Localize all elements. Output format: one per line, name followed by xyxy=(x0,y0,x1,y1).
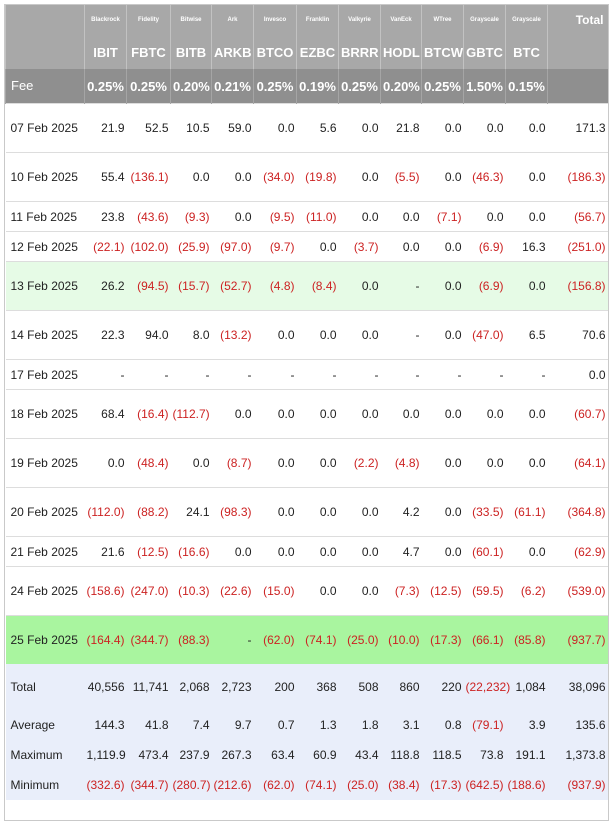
row-date: 18 Feb 2025 xyxy=(6,390,85,439)
flow-value: 55.4 xyxy=(85,153,127,202)
summary-value: 237.9 xyxy=(171,740,212,770)
summary-value: (332.6) xyxy=(85,770,127,800)
flow-value: 0.0 xyxy=(171,153,212,202)
summary-row xyxy=(6,710,608,740)
summary-row xyxy=(6,740,608,770)
flow-value: (15.7) xyxy=(171,262,212,311)
flow-value: (88.2) xyxy=(127,488,171,537)
fee-value: 0.20% xyxy=(381,69,422,104)
issuer-name: Fidelity xyxy=(127,5,171,35)
flow-value: 0.0 xyxy=(339,567,381,616)
flow-row xyxy=(6,488,608,537)
flow-row xyxy=(6,311,608,360)
flow-value: 26.2 xyxy=(85,262,127,311)
etf-flow-table xyxy=(5,5,608,800)
flow-value: (52.7) xyxy=(212,262,254,311)
summary-value: 473.4 xyxy=(127,740,171,770)
flow-value: (66.1) xyxy=(464,616,506,665)
summary-value: 118.8 xyxy=(381,740,422,770)
flow-value: 0.0 xyxy=(339,104,381,153)
flow-value: (9.7) xyxy=(254,232,297,262)
summary-value: 1.8 xyxy=(339,710,381,740)
flow-row xyxy=(6,390,608,439)
summary-total: 135.6 xyxy=(548,710,608,740)
row-total: (251.0) xyxy=(548,232,608,262)
row-date: 13 Feb 2025 xyxy=(6,262,85,311)
flow-value: 0.0 xyxy=(339,537,381,567)
summary-value: 144.3 xyxy=(85,710,127,740)
flow-value: 52.5 xyxy=(127,104,171,153)
flow-value: (9.5) xyxy=(254,202,297,232)
flow-value: 21.9 xyxy=(85,104,127,153)
flow-value: (136.1) xyxy=(127,153,171,202)
flow-value: (48.4) xyxy=(127,439,171,488)
flow-value: 22.3 xyxy=(85,311,127,360)
issuer-name: Grayscale xyxy=(464,5,506,35)
flow-value: (7.1) xyxy=(422,202,464,232)
flow-value: - xyxy=(381,360,422,390)
fee-value: 0.25% xyxy=(339,69,381,104)
issuer-name: WTree xyxy=(422,5,464,35)
flow-value: (112.7) xyxy=(171,390,212,439)
flow-row xyxy=(6,153,608,202)
flow-value: (97.0) xyxy=(212,232,254,262)
flow-value: 0.0 xyxy=(254,488,297,537)
flow-value: (98.3) xyxy=(212,488,254,537)
issuer-name: Valkyrie xyxy=(339,5,381,35)
summary-value: 267.3 xyxy=(212,740,254,770)
flow-value: 0.0 xyxy=(339,390,381,439)
summary-value: 63.4 xyxy=(254,740,297,770)
issuer-name: VanEck xyxy=(381,5,422,35)
row-date: 12 Feb 2025 xyxy=(6,232,85,262)
flow-value: (16.4) xyxy=(127,390,171,439)
summary-label: Maximum xyxy=(6,740,85,770)
flow-value: (11.0) xyxy=(297,202,339,232)
flow-value: (344.7) xyxy=(127,616,171,665)
summary-value: 368 xyxy=(297,664,339,710)
flow-value: 0.0 xyxy=(339,262,381,311)
fee-value: 1.50% xyxy=(464,69,506,104)
summary-value: (17.3) xyxy=(422,770,464,800)
summary-value: 0.7 xyxy=(254,710,297,740)
issuer-name: Bitwise xyxy=(171,5,212,35)
flow-value: - xyxy=(297,360,339,390)
flow-value: 0.0 xyxy=(297,439,339,488)
flow-value: (13.2) xyxy=(212,311,254,360)
summary-value: 191.1 xyxy=(506,740,548,770)
flow-value: 0.0 xyxy=(339,202,381,232)
flow-value: 0.0 xyxy=(297,311,339,360)
flow-value: 0.0 xyxy=(464,439,506,488)
flow-value: - xyxy=(381,311,422,360)
fee-value: 0.25% xyxy=(127,69,171,104)
flow-value: 0.0 xyxy=(297,567,339,616)
flow-value: (25.0) xyxy=(339,616,381,665)
ticker-label: BTCW xyxy=(422,35,464,69)
ticker-label: BRRR xyxy=(339,35,381,69)
flow-value: (33.5) xyxy=(464,488,506,537)
flow-value: (12.5) xyxy=(422,567,464,616)
summary-value: 7.4 xyxy=(171,710,212,740)
flow-value: 21.6 xyxy=(85,537,127,567)
summary-value: (212.6) xyxy=(212,770,254,800)
flow-value: (5.5) xyxy=(381,153,422,202)
flow-row xyxy=(6,537,608,567)
row-total: (186.3) xyxy=(548,153,608,202)
flow-value: - xyxy=(506,360,548,390)
flow-value: (9.3) xyxy=(171,202,212,232)
ticker-label: ARKB xyxy=(212,35,254,69)
summary-value: (79.1) xyxy=(464,710,506,740)
row-total: (62.9) xyxy=(548,537,608,567)
ticker-label: BTCO xyxy=(254,35,297,69)
flow-row xyxy=(6,360,608,390)
flow-value: 8.0 xyxy=(171,311,212,360)
flow-value: (46.3) xyxy=(464,153,506,202)
flow-value: 0.0 xyxy=(381,232,422,262)
flow-value: (85.8) xyxy=(506,616,548,665)
fee-value: 0.25% xyxy=(254,69,297,104)
fee-row xyxy=(6,69,608,104)
flow-value: 0.0 xyxy=(422,439,464,488)
flow-value: 0.0 xyxy=(339,153,381,202)
flow-value: 0.0 xyxy=(506,202,548,232)
total-ticker-cell xyxy=(548,35,608,69)
flow-row xyxy=(6,616,608,665)
summary-value: 9.7 xyxy=(212,710,254,740)
flow-value: 0.0 xyxy=(506,439,548,488)
flow-value: 0.0 xyxy=(297,537,339,567)
summary-value: 11,741 xyxy=(127,664,171,710)
ticker-label: EZBC xyxy=(297,35,339,69)
flow-value: 23.8 xyxy=(85,202,127,232)
flow-value: (94.5) xyxy=(127,262,171,311)
summary-value: (344.7) xyxy=(127,770,171,800)
flow-value: 0.0 xyxy=(254,439,297,488)
flow-value: 0.0 xyxy=(422,390,464,439)
total-header: Total xyxy=(548,5,608,35)
summary-value: 220 xyxy=(422,664,464,710)
row-total: (156.8) xyxy=(548,262,608,311)
flow-value: (17.3) xyxy=(422,616,464,665)
flow-row xyxy=(6,104,608,153)
flow-value: - xyxy=(127,360,171,390)
row-total: (937.7) xyxy=(548,616,608,665)
flow-value: (22.1) xyxy=(85,232,127,262)
flow-value: - xyxy=(85,360,127,390)
summary-value: 1,084 xyxy=(506,664,548,710)
flow-row xyxy=(6,232,608,262)
flow-value: 24.1 xyxy=(171,488,212,537)
flow-value: (158.6) xyxy=(85,567,127,616)
issuer-name: Blackrock xyxy=(85,5,127,35)
flow-value: (43.6) xyxy=(127,202,171,232)
flow-value: 5.6 xyxy=(297,104,339,153)
summary-row xyxy=(6,664,608,710)
fee-value: 0.21% xyxy=(212,69,254,104)
flow-row xyxy=(6,567,608,616)
flow-value: 0.0 xyxy=(297,232,339,262)
row-total: 70.6 xyxy=(548,311,608,360)
summary-value: 3.9 xyxy=(506,710,548,740)
etf-flow-table-container xyxy=(4,4,609,821)
flow-value: 4.2 xyxy=(381,488,422,537)
row-total: (60.7) xyxy=(548,390,608,439)
row-total: (64.1) xyxy=(548,439,608,488)
summary-value: 2,068 xyxy=(171,664,212,710)
flow-value: 0.0 xyxy=(254,311,297,360)
flow-value: 0.0 xyxy=(254,537,297,567)
row-total: (56.7) xyxy=(548,202,608,232)
summary-total: (937.9) xyxy=(548,770,608,800)
flow-value: 0.0 xyxy=(212,153,254,202)
flow-value: (61.1) xyxy=(506,488,548,537)
flow-value: 0.0 xyxy=(212,202,254,232)
flow-value: 10.5 xyxy=(171,104,212,153)
header-corner-cell xyxy=(6,35,85,69)
flow-value: (4.8) xyxy=(254,262,297,311)
flow-value: (25.9) xyxy=(171,232,212,262)
flow-value: 0.0 xyxy=(422,153,464,202)
flow-value: 0.0 xyxy=(381,202,422,232)
fee-value: 0.20% xyxy=(171,69,212,104)
row-date: 24 Feb 2025 xyxy=(6,567,85,616)
flow-value: 0.0 xyxy=(506,104,548,153)
summary-value: 40,556 xyxy=(85,664,127,710)
flow-value: - xyxy=(171,360,212,390)
summary-total: 1,373.8 xyxy=(548,740,608,770)
issuer-name: Franklin xyxy=(297,5,339,35)
summary-value: 43.4 xyxy=(339,740,381,770)
summary-value: 508 xyxy=(339,664,381,710)
flow-value: 59.0 xyxy=(212,104,254,153)
flow-value: 21.8 xyxy=(381,104,422,153)
flow-value: (164.4) xyxy=(85,616,127,665)
summary-value: 3.1 xyxy=(381,710,422,740)
row-date: 10 Feb 2025 xyxy=(6,153,85,202)
flow-value: 0.0 xyxy=(339,488,381,537)
fee-value: 0.19% xyxy=(297,69,339,104)
issuer-name: Invesco xyxy=(254,5,297,35)
flow-value: 0.0 xyxy=(422,262,464,311)
fee-value: 0.25% xyxy=(85,69,127,104)
header-corner-cell xyxy=(6,5,85,35)
row-total: 0.0 xyxy=(548,360,608,390)
flow-value: 0.0 xyxy=(506,262,548,311)
flow-value: 0.0 xyxy=(212,537,254,567)
flow-value: - xyxy=(254,360,297,390)
flow-value: 0.0 xyxy=(506,537,548,567)
flow-value: (6.9) xyxy=(464,232,506,262)
flow-value: 0.0 xyxy=(464,390,506,439)
flow-value: (247.0) xyxy=(127,567,171,616)
flow-value: (60.1) xyxy=(464,537,506,567)
fee-label: Fee xyxy=(6,69,85,104)
row-date: 07 Feb 2025 xyxy=(6,104,85,153)
fee-value: 0.15% xyxy=(506,69,548,104)
flow-value: 0.0 xyxy=(506,390,548,439)
flow-value: (10.0) xyxy=(381,616,422,665)
flow-value: 0.0 xyxy=(422,537,464,567)
flow-value: (6.9) xyxy=(464,262,506,311)
flow-value: 0.0 xyxy=(506,153,548,202)
flow-value: 68.4 xyxy=(85,390,127,439)
flow-value: (88.3) xyxy=(171,616,212,665)
row-total: 171.3 xyxy=(548,104,608,153)
flow-value: - xyxy=(212,360,254,390)
ticker-label: GBTC xyxy=(464,35,506,69)
flow-value: 0.0 xyxy=(422,488,464,537)
summary-value: (280.7) xyxy=(171,770,212,800)
flow-value: 94.0 xyxy=(127,311,171,360)
flow-value: 0.0 xyxy=(422,104,464,153)
summary-value: 118.5 xyxy=(422,740,464,770)
flow-value: - xyxy=(422,360,464,390)
flow-value: 0.0 xyxy=(464,202,506,232)
summary-value: (38.4) xyxy=(381,770,422,800)
summary-total: 38,096 xyxy=(548,664,608,710)
ticker-label: BTC xyxy=(506,35,548,69)
flow-value: 0.0 xyxy=(464,104,506,153)
flow-value: 0.0 xyxy=(85,439,127,488)
summary-value: (188.6) xyxy=(506,770,548,800)
row-date: 11 Feb 2025 xyxy=(6,202,85,232)
flow-value: (74.1) xyxy=(297,616,339,665)
row-date: 17 Feb 2025 xyxy=(6,360,85,390)
flow-value: (16.6) xyxy=(171,537,212,567)
flow-value: 0.0 xyxy=(254,104,297,153)
flow-value: (10.3) xyxy=(171,567,212,616)
flow-value: (62.0) xyxy=(254,616,297,665)
summary-value: (22,232) xyxy=(464,664,506,710)
fee-total-cell xyxy=(548,69,608,104)
summary-value: 1,119.9 xyxy=(85,740,127,770)
flow-row xyxy=(6,262,608,311)
ticker-label: IBIT xyxy=(85,35,127,69)
row-date: 19 Feb 2025 xyxy=(6,439,85,488)
flow-value: (34.0) xyxy=(254,153,297,202)
fee-value: 0.25% xyxy=(422,69,464,104)
flow-value: 0.0 xyxy=(422,232,464,262)
flow-value: 0.0 xyxy=(254,390,297,439)
flow-value: (3.7) xyxy=(339,232,381,262)
summary-value: (25.0) xyxy=(339,770,381,800)
summary-label: Total xyxy=(6,664,85,710)
row-total: (539.0) xyxy=(548,567,608,616)
summary-value: 1.3 xyxy=(297,710,339,740)
summary-value: 860 xyxy=(381,664,422,710)
ticker-header-row xyxy=(6,35,608,69)
flow-value: (112.0) xyxy=(85,488,127,537)
summary-value: 60.9 xyxy=(297,740,339,770)
flow-value: - xyxy=(212,616,254,665)
row-date: 21 Feb 2025 xyxy=(6,537,85,567)
flow-value: 0.0 xyxy=(381,390,422,439)
flow-value: (59.5) xyxy=(464,567,506,616)
flow-value: (7.3) xyxy=(381,567,422,616)
flow-value: (102.0) xyxy=(127,232,171,262)
summary-value: 200 xyxy=(254,664,297,710)
flow-value: 16.3 xyxy=(506,232,548,262)
summary-label: Minimum xyxy=(6,770,85,800)
row-date: 14 Feb 2025 xyxy=(6,311,85,360)
issuer-name: Ark xyxy=(212,5,254,35)
flow-value: - xyxy=(339,360,381,390)
row-total: (364.8) xyxy=(548,488,608,537)
flow-value: 6.5 xyxy=(506,311,548,360)
flow-value: 0.0 xyxy=(297,488,339,537)
flow-value: (4.8) xyxy=(381,439,422,488)
flow-value: (8.7) xyxy=(212,439,254,488)
flow-value: 0.0 xyxy=(339,311,381,360)
row-date: 25 Feb 2025 xyxy=(6,616,85,665)
summary-value: 0.8 xyxy=(422,710,464,740)
summary-row xyxy=(6,770,608,800)
summary-label: Average xyxy=(6,710,85,740)
flow-value: 0.0 xyxy=(212,390,254,439)
summary-value: (74.1) xyxy=(297,770,339,800)
flow-row xyxy=(6,202,608,232)
flow-value: (2.2) xyxy=(339,439,381,488)
ticker-label: BITB xyxy=(171,35,212,69)
flow-value: (15.0) xyxy=(254,567,297,616)
issuer-header-row xyxy=(6,5,608,35)
flow-value: 4.7 xyxy=(381,537,422,567)
summary-value: (642.5) xyxy=(464,770,506,800)
summary-value: 73.8 xyxy=(464,740,506,770)
row-date: 20 Feb 2025 xyxy=(6,488,85,537)
flow-value: (22.6) xyxy=(212,567,254,616)
flow-value: (19.8) xyxy=(297,153,339,202)
summary-value: 41.8 xyxy=(127,710,171,740)
flow-value: - xyxy=(381,262,422,311)
flow-value: (8.4) xyxy=(297,262,339,311)
flow-value: (12.5) xyxy=(127,537,171,567)
summary-value: 2,723 xyxy=(212,664,254,710)
flow-value: (47.0) xyxy=(464,311,506,360)
ticker-label: FBTC xyxy=(127,35,171,69)
summary-value: (62.0) xyxy=(254,770,297,800)
ticker-label: HODL xyxy=(381,35,422,69)
issuer-name: Grayscale xyxy=(506,5,548,35)
flow-value: 0.0 xyxy=(422,311,464,360)
flow-row xyxy=(6,439,608,488)
flow-value: (6.2) xyxy=(506,567,548,616)
flow-value: - xyxy=(464,360,506,390)
flow-value: 0.0 xyxy=(297,390,339,439)
flow-value: 0.0 xyxy=(171,439,212,488)
